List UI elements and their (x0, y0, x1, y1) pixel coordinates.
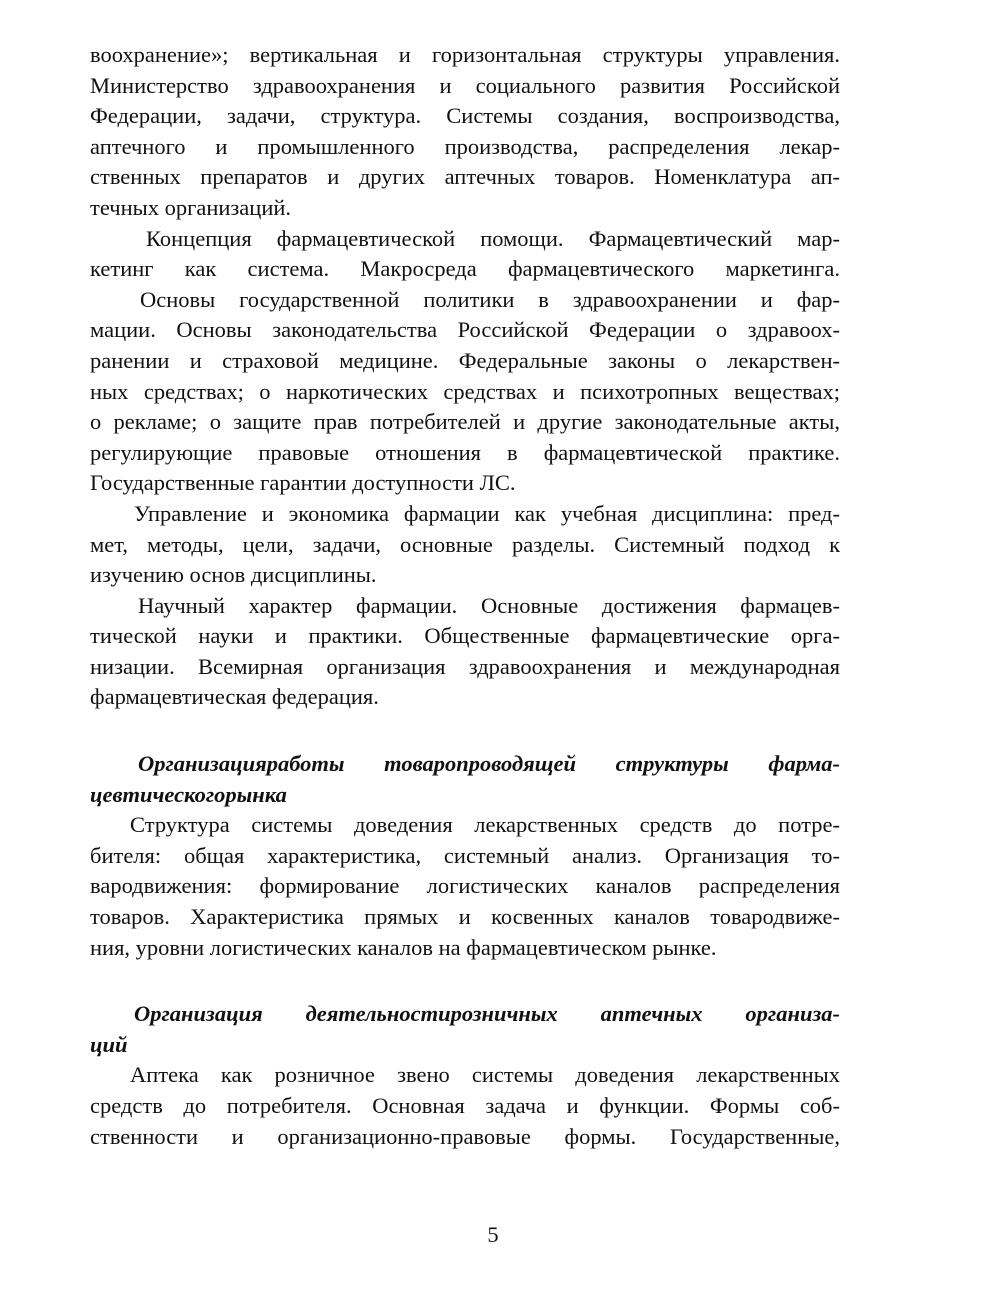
text-line: Федерации, задачи, структура. Системы создания, воспроизводства, (90, 103, 840, 129)
page-body (90, 40, 840, 1152)
text-line: воохранение»; вертикальная и горизонтальная структуры управления. (90, 42, 840, 67)
paragraph-science (90, 591, 840, 713)
heading-line: Организацияработы товаропроводящей структуры фарма- (138, 751, 840, 777)
section-heading-distribution (90, 749, 840, 810)
text-line: ственности и организационно-правовые формы. Государственные, (90, 1123, 840, 1149)
text-line: кетинг как система. Макросреда фармацевтического маркетинга. (90, 256, 840, 282)
paragraph-distribution (90, 810, 840, 963)
section-heading-retail (90, 999, 840, 1060)
text-line: регулирующие правовые отношения в фармацевтической практике. (90, 439, 840, 465)
text-line: мет, методы, цели, задачи, основные разделы. Системный подход к (90, 531, 840, 557)
page-number: 5 (487, 1222, 499, 1247)
text-line: Концепция фармацевтической помощи. Фармацевтический мар- (146, 225, 840, 251)
text-line: товаров. Характеристика прямых и косвенных каналов товародвиже- (90, 904, 840, 930)
text-line: Министерство здравоохранения и социального развития Российской (90, 72, 840, 98)
paragraph-discipline (90, 499, 840, 591)
text-line: Научный характер фармации. Основные достижения фармацев- (138, 592, 840, 618)
paragraph-concept (90, 224, 840, 285)
text-line: Государственные гарантии доступности ЛС. (90, 470, 516, 496)
text-line: тической науки и практики. Общественные фармацевтические орга- (90, 623, 840, 649)
text-line: бителя: общая характеристика, системный анализ. Организация то- (90, 842, 840, 868)
heading-line: цевтическогорынка (90, 781, 287, 807)
section-gap (90, 713, 840, 749)
text-line: Структура системы доведения лекарственных средств до потре- (130, 812, 840, 838)
text-line: Управление и экономика фармации как учебная дисциплина: пред- (134, 500, 840, 526)
text-line: Аптека как розничное звено системы доведения лекарственных (130, 1062, 840, 1088)
heading-line: ций (90, 1031, 128, 1057)
text-line: о рекламе; о защите прав потребителей и другие законодательные акты, (90, 409, 840, 435)
paragraph-structure (90, 40, 840, 224)
text-line: средств до потребителя. Основная задача и функции. Формы соб- (90, 1093, 840, 1118)
text-line: фармацевтическая федерация. (90, 684, 379, 710)
text-line: ния, уровни логистических каналов на фармацевтическом рынке. (90, 934, 717, 960)
paragraph-retail (90, 1060, 840, 1152)
text-line: мации. Основы законодательства Российской Федерации о здравоох- (90, 317, 840, 343)
text-line: ранении и страховой медицине. Федеральные законы о лекарствен- (90, 347, 840, 373)
text-line: течных организаций. (90, 194, 292, 220)
paragraph-policy (90, 285, 840, 499)
heading-line: Организация деятельностирозничных аптечных организа- (134, 1001, 840, 1027)
text-line: Основы государственной политики в здравоохранении и фар- (140, 286, 840, 312)
text-line: низации. Всемирная организация здравоохранения и международная (90, 653, 840, 679)
text-line: аптечного и промышленного производства, распределения лекар- (90, 133, 840, 159)
text-line: ственных препаратов и других аптечных товаров. Номенклатура ап- (90, 164, 840, 190)
text-line: изучению основ дисциплины. (90, 562, 377, 588)
text-line: вародвижения: формирование логистических каналов распределения (90, 873, 840, 899)
text-line: ных средствах; о наркотических средствах и психотропных веществах; (90, 378, 840, 404)
section-gap (90, 963, 840, 999)
